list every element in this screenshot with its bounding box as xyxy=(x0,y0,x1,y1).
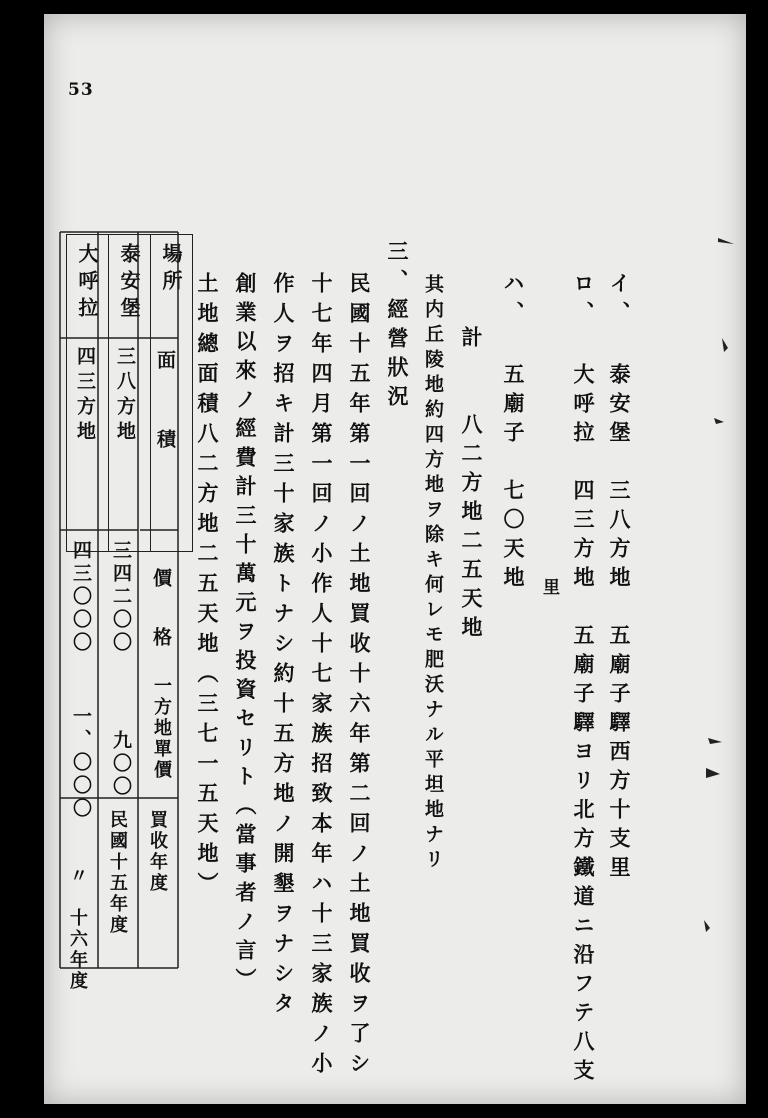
paragraph-line-5: 土地總面積八二方地二五天地（三七一五天地） xyxy=(195,272,220,902)
paragraph-line-4: 創業以來ノ經費計三十萬元ヲ投資セリト（當事者ノ言） xyxy=(233,272,258,997)
line-total: 計 八二方地二五天地 xyxy=(459,326,484,645)
header-year: 買收年度 xyxy=(147,810,168,894)
line-ro: ロ、 大呼拉 四三方地 五廟子驛ヨリ北方鐵道ニ沿フテ八支 xyxy=(571,272,596,1088)
paragraph-line-1: 民國十五年第一回ノ土地買收十六年第二回ノ土地買收ヲ了シ xyxy=(347,272,372,1082)
cell-area-daihula: 四三方地 xyxy=(74,346,96,446)
header-place-label: 場所 xyxy=(159,243,183,297)
header-price: 價格 xyxy=(150,568,172,686)
cell-area-taianbao: 三八方地 xyxy=(114,346,136,446)
binding-marks xyxy=(690,220,740,940)
cell-price-taianbao: 三四二〇〇 xyxy=(110,540,132,655)
line-ha: ハ、 五廟子 七〇天地 xyxy=(501,272,526,595)
header-unit-price: 一方地單價 xyxy=(151,676,172,781)
cell-unit-price-taianbao: 九〇〇 xyxy=(110,730,132,799)
header-area: 面積 xyxy=(154,350,176,508)
paragraph-line-3: 作人ヲ招キ計三十家族トナシ約十五方地ノ開墾ヲナシタ xyxy=(271,272,296,1022)
paragraph-line-2: 十七年四月第一回ノ小作人十七家族招致本年ハ十三家族ノ小 xyxy=(309,272,334,1082)
page-number: 53 xyxy=(68,80,94,100)
line-hills: 其内丘陵地約四方地ヲ除キ何レモ肥沃ナル平坦地ナリ xyxy=(422,274,444,874)
line-ro-continued: 里 xyxy=(539,578,559,605)
cell-price-daihula: 四三〇〇〇 xyxy=(70,540,92,655)
cell-place: 泰安堡 xyxy=(117,243,141,324)
cell-year-daihula: 〃 十六年度 xyxy=(67,866,88,992)
section-heading: 三、經營狀況 xyxy=(385,240,410,414)
line-i: イ、 泰安堡 三八方地 五廟子驛西方十支里 xyxy=(607,272,632,885)
cell-year-taianbao: 民國十五年度 xyxy=(107,810,128,936)
cell-place: 大呼拉 xyxy=(75,243,99,324)
cell-unit-price-daihula: 一、〇〇〇 xyxy=(70,706,92,821)
